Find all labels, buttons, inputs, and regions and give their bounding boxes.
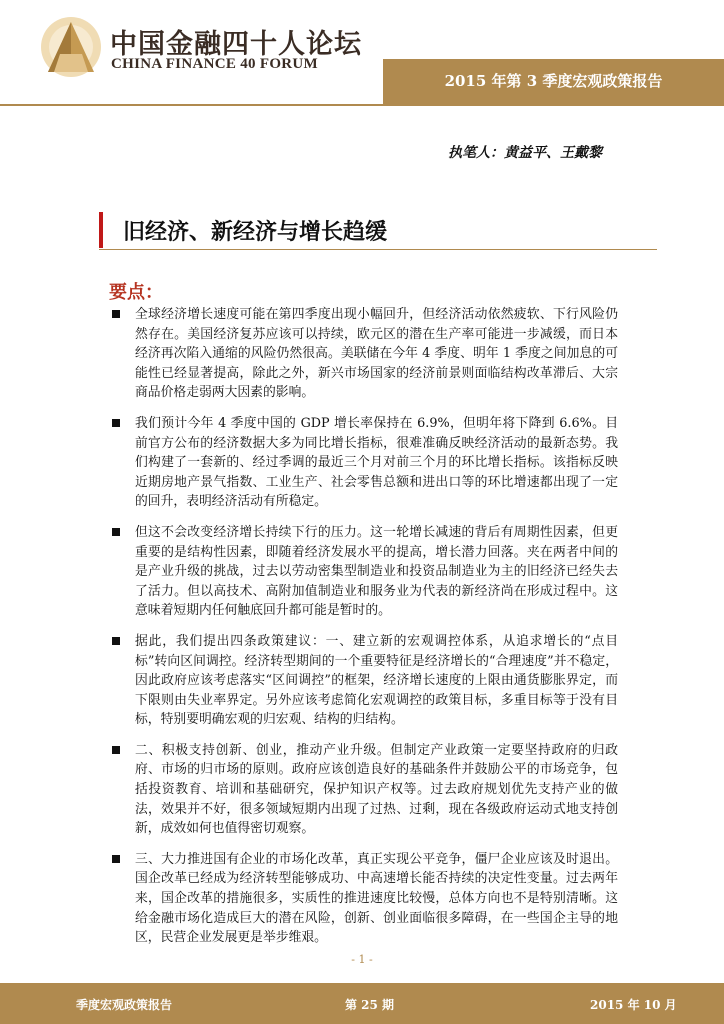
bullet-text: 三、大力推进国有企业的市场化改革，真正实现公平竞争，僵尸企业应该及时退出。国企改革已经成为经济转型能够成功、中高速增长能否持续的决定性变量。过去两年来，国企改革的措施很多，实质性的推进速度比较慢，总体方向也不是特别清晰。这给金融市场化造成巨大的潜在风险，创新、创业面临很多障碍，在一些国企主导的地区，民营企业发展更是举步维艰。 bbox=[135, 851, 618, 946]
logo-chinese-name: 中国金融四十人论坛 bbox=[110, 29, 362, 60]
title-accent-bar bbox=[99, 212, 103, 248]
page-number: - 1 - bbox=[351, 953, 373, 966]
list-item bbox=[112, 850, 618, 948]
list-item bbox=[112, 523, 618, 621]
bullet-square-icon bbox=[112, 746, 120, 754]
list-item bbox=[112, 741, 618, 839]
bullet-text: 据此，我们提出四条政策建议：一、建立新的宏观调控体系，从追求增长的“点目标”转向区间调控。经济转型期间的一个重要特征是经济增长的“合理速度”并不稳定，因此政府应该考虑落实“区间调控”的框架，经济增长速度的上限由通货膨胀界定，而下限则由失业率界定。另外应该考虑简化宏观调控的政策目标，多重目标等于没有目标，特别要明确宏观的归宏观、结构的归结构。 bbox=[135, 633, 618, 728]
header-divider bbox=[0, 104, 724, 106]
footer-issue: 第 25 期 bbox=[345, 998, 395, 1012]
footer-date: 2015 年 10 月 bbox=[590, 998, 677, 1012]
key-points-heading: 要点： bbox=[109, 282, 163, 303]
bullet-square-icon bbox=[112, 419, 120, 427]
footer-bar bbox=[0, 983, 724, 1024]
list-item bbox=[112, 414, 618, 512]
report-banner: 2015 年第 3 季度宏观政策报告 bbox=[383, 59, 724, 104]
page-title: 旧经济、新经济与增长趋缓 bbox=[123, 219, 388, 245]
bullet-square-icon bbox=[112, 855, 120, 863]
list-item bbox=[112, 632, 618, 730]
title-divider bbox=[99, 249, 657, 250]
bullet-text: 二、积极支持创新、创业，推动产业升级。但制定产业政策一定要坚持政府的归政府、市场的归市场的原则。政府应该创造良好的基础条件并鼓励公平的市场竞争，包括投资教育、培训和基础研究，保护知识产权等。过去政府规划优先支持产业的做法，效果并不好，很多领域短期内出现了过热、过剩，现在各级政府运动式地支持创新，成效如何也值得密切观察。 bbox=[135, 742, 618, 837]
key-points-list bbox=[112, 305, 618, 959]
forum-logo-icon bbox=[38, 14, 104, 80]
bullet-square-icon bbox=[112, 528, 120, 536]
author-line: 执笔人：黄益平、王戴黎 bbox=[448, 145, 602, 161]
list-item bbox=[112, 305, 618, 403]
footer-report-name: 季度宏观政策报告 bbox=[76, 998, 173, 1012]
logo-english-name: CHINA FINANCE 40 FORUM bbox=[111, 56, 319, 72]
bullet-text: 全球经济增长速度可能在第四季度出现小幅回升，但经济活动依然疲软、下行风险仍然存在。美国经济复苏应该可以持续，欧元区的潜在生产率可能进一步减缓，而日本经济再次陷入通缩的风险仍然很高。美联储在今年 4 季度、明年 1 季度之间加息的可能性已经显著提高，除此之外，新兴市场国家的经济前景则面临结构改革滞后、大宗商品价格走弱两大因素的影响。 bbox=[135, 307, 618, 401]
bullet-square-icon bbox=[112, 310, 120, 318]
bullet-square-icon bbox=[112, 637, 120, 645]
bullet-text: 我们预计今年 4 季度中国的 GDP 增长率保持在 6.9%，但明年将下降到 6.6%。目前官方公布的经济数据大多为同比增长指标，很难准确反映经济活动的最新态势。我们构建了一套新的、经过季调的最近三个月对前三个月的环比增长指标。该指标反映近期房地产景气指数、工业生产、社会零售总额和进出口等的环比增速都出现了一定的回升，表明经济活动有所稳定。 bbox=[135, 415, 618, 510]
bullet-text: 但这不会改变经济增长持续下行的压力。这一轮增长减速的背后有周期性因素，但更重要的是结构性因素，即随着经济发展水平的提高，增长潜力回落。夹在两者中间的是产业升级的挑战，过去以劳动密集型制造业和投资品制造业为主的旧经济已经失去了活力。但以高技术、高附加值制造业和服务业为代表的新经济尚在形成过程中。这意味着短期内任何触底回升都可能是暂时的。 bbox=[135, 524, 618, 619]
